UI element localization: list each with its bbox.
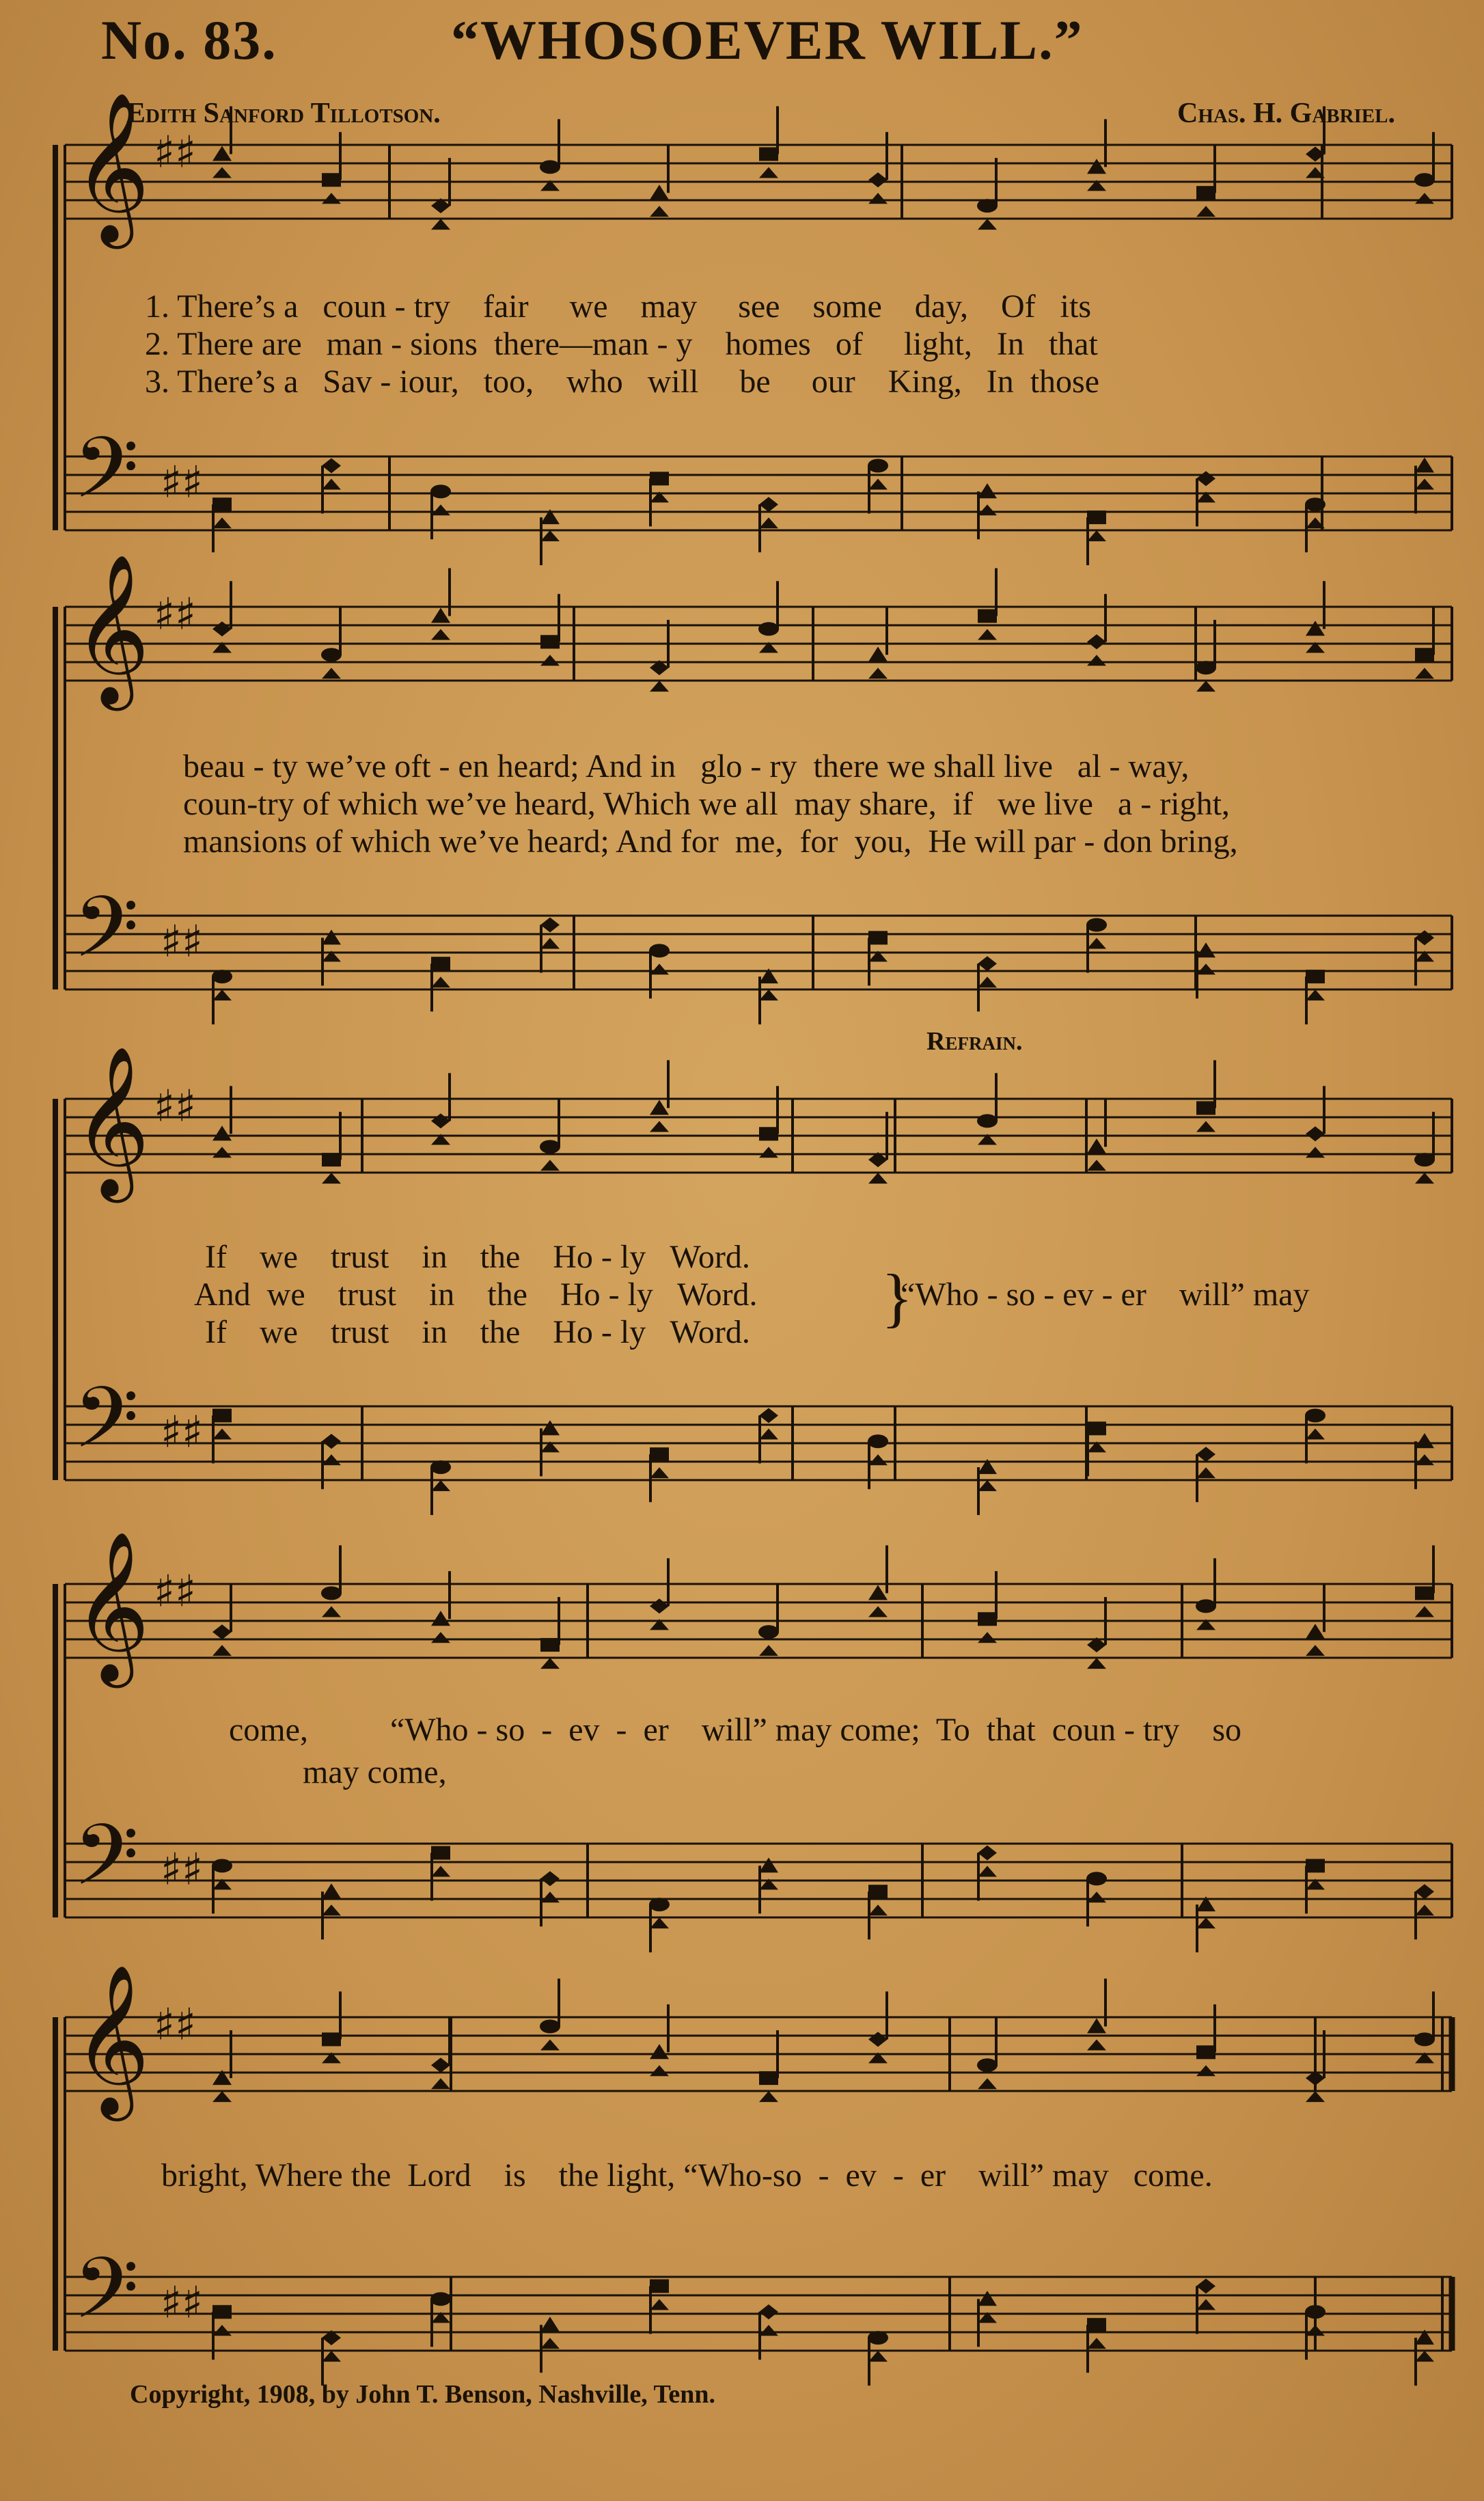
shape-note <box>212 1624 232 1639</box>
hymn-number: No. 83. <box>101 9 277 71</box>
shape-note <box>1196 942 1215 957</box>
shape-note <box>212 989 232 1000</box>
shape-note <box>868 172 888 187</box>
shape-note <box>1087 2338 1106 2349</box>
shape-note <box>431 1113 450 1128</box>
key-signature-icon: ♯♯ <box>154 1566 196 1617</box>
shape-note <box>1306 620 1325 636</box>
shape-note <box>868 668 888 679</box>
shape-note <box>650 2280 669 2293</box>
shape-note <box>978 1846 997 1861</box>
shape-note <box>868 1585 888 1600</box>
shape-note <box>1196 206 1215 217</box>
lyric-line-s4-v2: may come, <box>229 1754 447 1790</box>
shape-note <box>430 1460 451 1474</box>
lyric-line-s1-v2: 2. There are man - sions there—man - y homes of light, In that <box>145 326 1098 362</box>
shape-note <box>1196 2045 1215 2059</box>
shape-note <box>1196 1447 1215 1462</box>
composer-credit: Chas. H. Gabriel. <box>1177 98 1395 129</box>
key-signature-icon: ♯♯ <box>161 1407 203 1458</box>
shape-note <box>212 1645 232 1656</box>
shape-note <box>540 2040 560 2051</box>
lyric-line-s1-v3: 3. There’s a Sav - iour, too, who will be our King, In those <box>145 364 1100 400</box>
shape-note <box>212 970 232 983</box>
lyric-line-s3-v1: If we trust in the Ho - ly Word. <box>205 1239 750 1275</box>
shape-note <box>978 610 997 623</box>
shape-note <box>650 2065 669 2076</box>
clef-icon: 𝄢 <box>73 419 139 538</box>
shape-note <box>1415 1173 1434 1184</box>
shape-note <box>322 479 341 490</box>
clef-icon: 𝄢 <box>73 2239 139 2359</box>
shape-note <box>212 2305 232 2319</box>
shape-note <box>1087 1160 1106 1171</box>
shape-note <box>1414 1153 1435 1166</box>
shape-note <box>431 504 450 515</box>
shape-note <box>540 938 560 949</box>
key-signature-icon: ♯♯ <box>154 589 196 640</box>
lyric-line-s3-v2: And we trust in the Ho - ly Word. <box>194 1276 758 1313</box>
shape-note <box>978 629 997 640</box>
shape-note <box>1306 970 1325 983</box>
shape-note <box>321 1587 342 1600</box>
shape-note <box>1196 964 1215 974</box>
shape-note <box>650 1917 669 1928</box>
shape-note <box>1196 2065 1215 2076</box>
shape-note <box>759 497 778 512</box>
shape-note <box>431 1480 450 1491</box>
shape-note <box>759 167 778 178</box>
shape-note <box>1306 989 1325 1000</box>
shape-note <box>1414 173 1435 187</box>
shape-note <box>978 504 997 515</box>
shape-note <box>1087 2318 1106 2332</box>
shape-note <box>540 1160 560 1171</box>
lyric-line-s2-v1: beau - ty we’ve oft - en heard; And in glo - ry there we shall live al - way, <box>183 748 1190 784</box>
shape-note <box>322 1904 341 1915</box>
shape-note <box>212 1429 232 1440</box>
shape-note <box>1414 2032 1435 2046</box>
shape-note <box>759 1645 778 1656</box>
shape-note <box>431 1866 450 1877</box>
shape-note <box>868 1454 888 1465</box>
shape-note <box>431 1611 450 1626</box>
shape-note <box>430 2292 451 2306</box>
shape-note <box>430 484 451 498</box>
key-signature-icon: ♯♯ <box>161 457 203 508</box>
shape-note <box>212 2325 232 2336</box>
shape-note <box>212 1409 232 1423</box>
shape-note <box>759 2325 778 2336</box>
shape-note <box>1306 2091 1325 2102</box>
shape-note <box>1196 2279 1215 2294</box>
shape-note <box>1087 510 1106 524</box>
shape-note <box>650 184 669 200</box>
shape-note <box>540 530 560 541</box>
shape-note <box>322 929 341 944</box>
shape-note <box>212 1859 232 1872</box>
shape-note <box>1415 479 1434 490</box>
shape-note <box>431 608 450 623</box>
shape-note <box>1196 1917 1215 1928</box>
shape-note <box>212 2091 232 2102</box>
shape-note <box>1415 1454 1434 1465</box>
clef-icon: 𝄞 <box>73 91 150 243</box>
shape-note <box>650 1447 669 1461</box>
shape-note <box>759 1429 778 1440</box>
shape-note <box>978 1866 997 1877</box>
shape-note <box>1415 1904 1434 1915</box>
shape-note <box>322 1153 341 1166</box>
copyright-notice: Copyright, 1908, by John T. Benson, Nashville, Tenn. <box>130 2380 716 2409</box>
shape-note <box>758 622 779 636</box>
shape-note <box>978 1480 997 1491</box>
shape-note <box>758 1625 779 1639</box>
shape-note <box>650 2299 669 2310</box>
shape-note <box>212 497 232 511</box>
shape-note <box>650 1100 669 1115</box>
shape-note <box>1196 471 1215 486</box>
shape-note <box>977 2058 998 2072</box>
shape-note <box>540 1871 560 1886</box>
shape-note <box>1305 497 1325 511</box>
shape-note <box>1415 193 1434 204</box>
shape-note <box>1087 634 1106 649</box>
shape-note <box>540 1140 560 1153</box>
shape-note <box>1087 1891 1106 1902</box>
shape-note <box>759 2071 778 2085</box>
shape-note <box>540 160 560 174</box>
shape-note <box>540 1891 560 1902</box>
shape-note <box>1306 1624 1325 1639</box>
shape-note <box>868 2331 888 2345</box>
shape-note <box>978 976 997 987</box>
shape-note <box>1196 661 1216 674</box>
shape-note <box>540 1658 560 1669</box>
shape-note <box>759 989 778 1000</box>
shape-note <box>868 459 888 473</box>
refrain-label: Refrain. <box>926 1027 1023 1056</box>
shape-note <box>1415 1884 1434 1899</box>
shape-note <box>978 219 997 230</box>
shape-note <box>322 459 341 474</box>
shape-note <box>1306 1147 1325 1158</box>
shape-note <box>1087 530 1106 541</box>
shape-note <box>322 2351 341 2362</box>
shape-note <box>1086 918 1107 932</box>
shape-note <box>321 648 342 661</box>
shape-note <box>978 1612 997 1626</box>
shape-note <box>978 956 997 971</box>
shape-note <box>212 517 232 528</box>
shape-note <box>431 976 450 987</box>
shape-note <box>431 2058 450 2073</box>
shape-note <box>1306 1429 1325 1440</box>
shape-note <box>1196 186 1215 200</box>
shape-note <box>1415 1587 1434 1600</box>
shape-note <box>322 173 341 187</box>
shape-note <box>431 957 450 970</box>
shape-note <box>868 193 888 204</box>
shape-note <box>868 1434 888 1448</box>
shape-note <box>759 1127 778 1140</box>
shape-note <box>650 472 669 485</box>
shape-note <box>322 1607 341 1617</box>
shape-note <box>1306 1126 1325 1141</box>
key-signature-icon: ♯♯ <box>154 127 196 178</box>
shape-note <box>650 681 669 692</box>
shape-note <box>978 483 997 498</box>
author-credit: Edith Sanford Tillotson. <box>126 98 441 129</box>
lyric-line-s2-v3: mansions of which we’ve heard; And for me, for you, He will par - don bring, <box>183 823 1238 860</box>
shape-note <box>977 199 998 213</box>
shape-note <box>1415 668 1434 679</box>
shape-note <box>759 1857 778 1872</box>
shape-note <box>322 1454 341 1465</box>
shape-note <box>1415 1607 1434 1617</box>
shape-note <box>1196 1599 1216 1613</box>
shape-note <box>212 1147 232 1158</box>
shape-note <box>759 517 778 528</box>
shape-note <box>868 479 888 490</box>
key-signature-icon: ♯♯ <box>154 1081 196 1132</box>
shape-note <box>650 1121 669 1132</box>
shape-note <box>540 655 560 666</box>
shape-note <box>540 1420 560 1435</box>
shape-note <box>650 964 669 974</box>
clef-icon: 𝄞 <box>73 1963 150 2115</box>
lyric-line-s5-v1: bright, Where the Lord is the light, “Who-so - ev - er will” may come. <box>161 2157 1213 2194</box>
shape-note <box>1196 2299 1215 2310</box>
shape-note <box>978 2291 997 2306</box>
shape-note <box>431 1846 450 1860</box>
shape-note <box>540 635 560 648</box>
shape-note <box>1087 938 1106 949</box>
shape-note <box>431 219 450 230</box>
shape-note <box>431 2078 450 2089</box>
shape-note <box>431 1632 450 1643</box>
shape-note <box>978 1632 997 1643</box>
shape-note <box>1086 1872 1107 1885</box>
shape-note <box>212 146 232 161</box>
shape-note <box>540 2020 560 2034</box>
shape-note <box>212 621 232 636</box>
shape-note <box>1415 2351 1434 2362</box>
key-signature-icon: ♯♯ <box>161 1844 203 1896</box>
shape-note <box>322 2032 341 2046</box>
shape-note <box>868 1607 888 1617</box>
shape-note <box>759 148 778 161</box>
lyric-line-s1-v1: 1. There’s a coun - try fair we may see some day, Of its <box>145 288 1091 325</box>
shape-note <box>759 1408 778 1423</box>
shape-note <box>1087 2019 1106 2034</box>
key-signature-icon: ♯♯ <box>161 2278 203 2329</box>
shape-note <box>868 2032 888 2047</box>
shape-note <box>977 1114 998 1128</box>
shape-note <box>868 646 888 661</box>
shape-note <box>1415 930 1434 945</box>
shape-note <box>650 206 669 217</box>
shape-note <box>322 1883 341 1898</box>
shape-note <box>1196 1467 1215 1478</box>
clef-icon: 𝄢 <box>73 1806 139 1926</box>
shape-note <box>1087 1138 1106 1153</box>
shape-note <box>759 1147 778 1158</box>
shape-note <box>1415 648 1434 661</box>
shape-note <box>1087 1421 1106 1435</box>
shape-note <box>540 2316 560 2332</box>
shape-note <box>1415 1433 1434 1448</box>
lyric-line-s2-v2: coun-try of which we’ve heard, Which we all may share, if we live a - right, <box>183 786 1230 822</box>
shape-note <box>1415 458 1434 473</box>
shape-note <box>322 1434 341 1449</box>
clef-icon: 𝄞 <box>73 553 150 705</box>
shape-note <box>1196 1102 1215 1115</box>
key-signature-icon: ♯♯ <box>154 1999 196 2051</box>
shape-note <box>322 668 341 679</box>
hymn-title: “WHOSOEVER WILL.” <box>451 9 1084 71</box>
key-signature-icon: ♯♯ <box>161 916 203 968</box>
shape-note <box>868 1885 888 1898</box>
shape-note <box>1306 2325 1325 2336</box>
shape-note <box>1306 1859 1325 1872</box>
shape-note <box>759 2304 778 2319</box>
shape-note <box>1087 2040 1106 2051</box>
shape-note <box>540 918 560 933</box>
shape-note <box>759 2091 778 2102</box>
shape-note <box>978 2078 997 2089</box>
lyric-line-s4-v1: come, “Who - so - ev - er will” may come; To that coun - try so <box>229 1712 1242 1748</box>
shape-note <box>650 1598 669 1613</box>
shape-note <box>540 2338 560 2349</box>
shape-note <box>868 2351 888 2362</box>
shape-note <box>540 1638 560 1652</box>
clef-icon: 𝄢 <box>73 1369 139 1488</box>
shape-note <box>868 931 888 944</box>
shape-note <box>1196 681 1215 692</box>
shape-note <box>1196 1121 1215 1132</box>
clef-icon: 𝄢 <box>73 878 139 998</box>
shape-note <box>212 167 232 178</box>
shape-note <box>1306 1645 1325 1656</box>
shape-note <box>868 1904 888 1915</box>
shape-note <box>1087 655 1106 666</box>
shape-note <box>1305 2305 1325 2319</box>
shape-note <box>1087 1658 1106 1669</box>
shape-note <box>649 944 670 957</box>
shape-note <box>868 1173 888 1184</box>
shape-note <box>431 629 450 640</box>
shape-note <box>1087 159 1106 174</box>
clef-icon: 𝄞 <box>73 1530 150 1682</box>
shape-note <box>322 1173 341 1184</box>
refrain-lyric: “Who - so - ev - er will” may <box>901 1276 1310 1313</box>
shape-note <box>322 193 341 204</box>
verse-brace: } <box>881 1261 913 1334</box>
shape-note <box>650 2044 669 2059</box>
clef-icon: 𝄞 <box>73 1045 150 1197</box>
shape-note <box>1305 1409 1325 1423</box>
shape-note <box>650 1467 669 1478</box>
shape-note <box>649 1898 670 1911</box>
lyric-line-s3-v3: If we trust in the Ho - ly Word. <box>205 1314 750 1350</box>
shape-note <box>212 1125 232 1140</box>
